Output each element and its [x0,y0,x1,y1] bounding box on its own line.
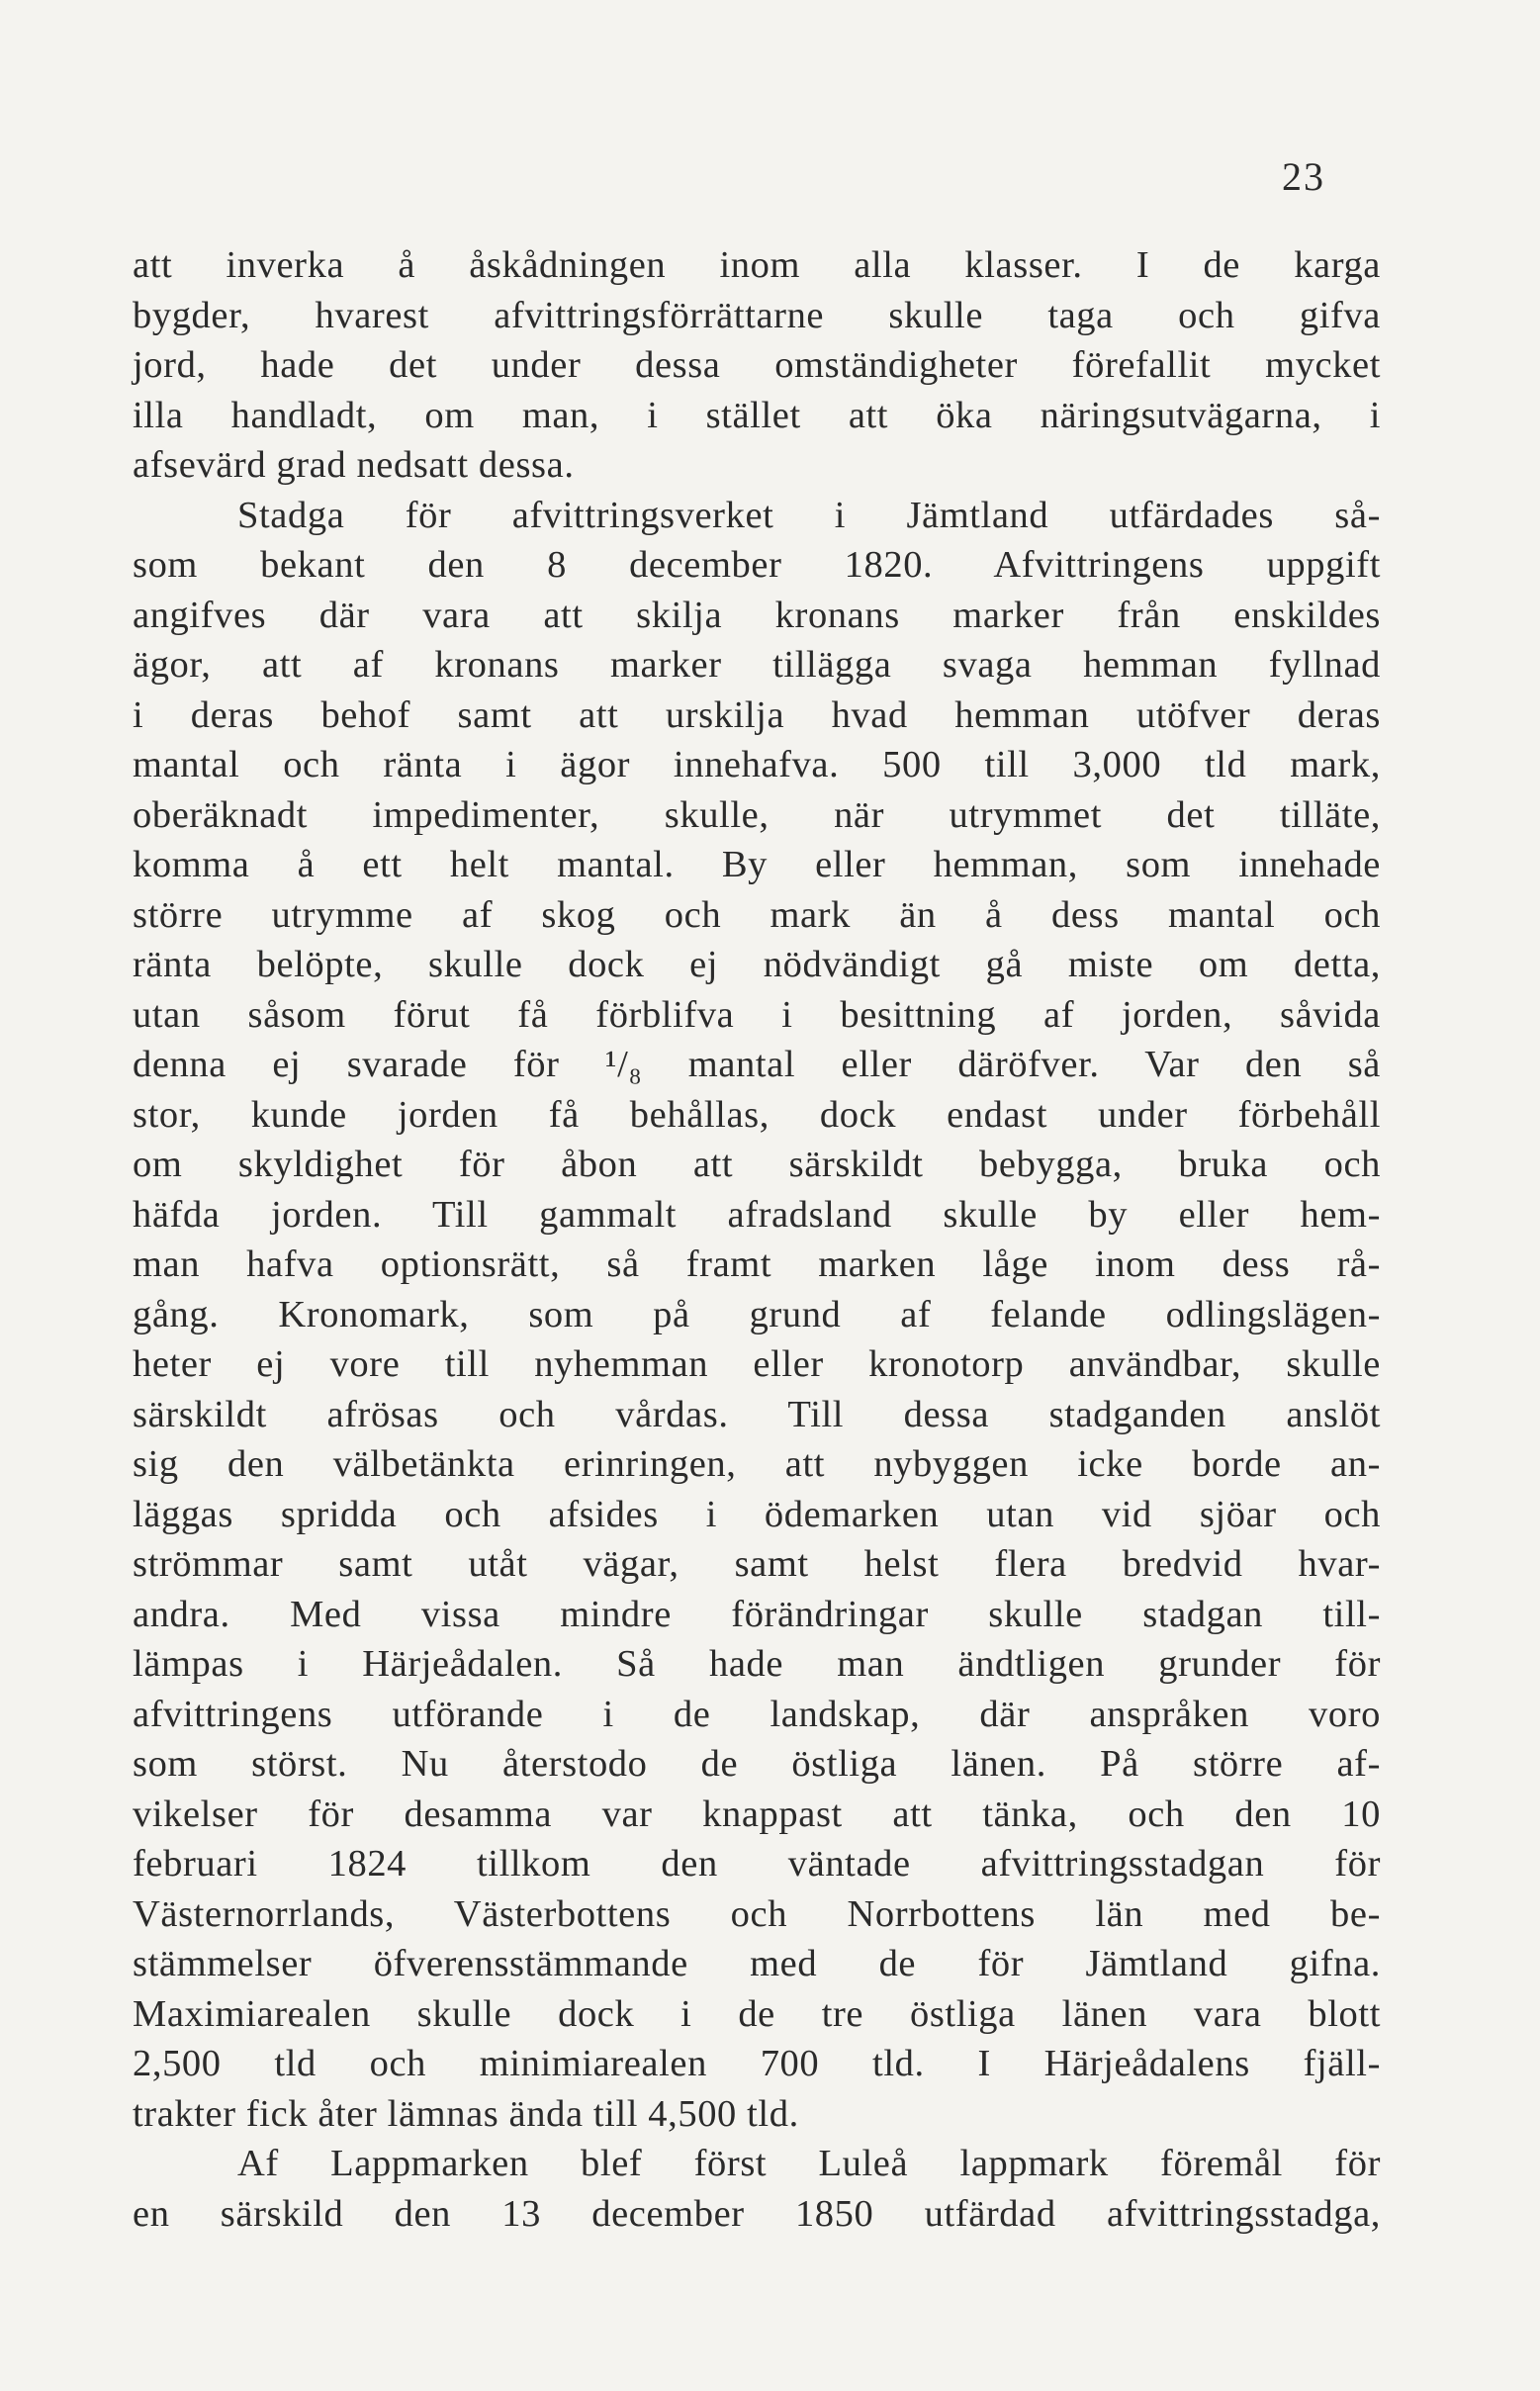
text-line: ägor, att af kronans marker tillägga svaga hemman fyllnad [133,644,1381,686]
text-line: mantal och ränta i ägor innehafva. 500 till 3,000 tld mark, [133,744,1381,785]
text-line: Västernorrlands, Västerbottens och Norrbottens län med be- [133,1892,1381,1935]
text-line: februari 1824 tillkom den väntade afvittringsstadgan för [133,1843,1381,1885]
text-line: Stadga för afvittringsverket i Jämtland utfärdades så- [237,494,1381,536]
text-line: en särskild den 13 december 1850 utfärdad afvittringsstadga, [133,2192,1381,2235]
text-line: om skyldighet för åbon att särskildt bebygga, bruka och [133,1144,1381,1185]
text-line: särskildt afrösas och vårdas. Till dessa stadganden anslöt [133,1393,1381,1435]
text-line: heter ej vore till nyhemman eller kronotorp användbar, skulle [133,1343,1381,1385]
text-line: sig den välbetänkta erinringen, att nybyggen icke borde an- [133,1443,1381,1485]
text-line: utan såsom förut få förblifva i besittning af jorden, såvida [133,993,1381,1036]
text-line: läggas spridda och afsides i ödemarken utan vid sjöar och [133,1493,1381,1535]
text-line: stor, kunde jorden få behållas, dock endast under förbehåll [133,1093,1381,1136]
text-line: jord, hade det under dessa omständigheter förefallit mycket [133,344,1381,386]
text-line: trakter fick åter lämnas ända till 4,500 tld. [133,2092,799,2135]
text-line: angifves där vara att skilja kronans marker från enskildes [133,594,1381,636]
text-line: som störst. Nu återstodo de östliga länen. På större af- [133,1743,1381,1785]
text-line: vikelser för desamma var knappast att tänka, och den 10 [133,1793,1381,1835]
text-line: afsevärd grad nedsatt dessa. [133,444,575,486]
text-line: komma å ett helt mantal. By eller hemman, som innehade [133,844,1381,885]
body-text [133,240,1381,2239]
text-line: gång. Kronomark, som på grund af felande odlingslägen- [133,1293,1381,1335]
text-line: andra. Med vissa mindre förändringar skulle stadgan till- [133,1593,1381,1635]
text-line: bygder, hvarest afvittringsförrättarne skulle taga och gifva [133,294,1381,336]
text-line: att inverka å åskådningen inom alla klasser. I de karga [133,244,1381,286]
text-line: ränta belöpte, skulle dock ej nödvändigt gå miste om detta, [133,944,1381,985]
text-line: denna ej svarade för ¹/₈ mantal eller däröfver. Var den så [133,1044,1381,1085]
text-line: större utrymme af skog och mark än å dess mantal och [133,893,1381,936]
text-line: illa handladt, om man, i stället att öka näringsutvägarna, i [133,394,1381,436]
text-line: Maximiarealen skulle dock i de tre östliga länen vara blott [133,1992,1381,2035]
text-line: häfda jorden. Till gammalt afradsland skulle by eller hem- [133,1193,1381,1236]
text-line: stämmelser öfverensstämmande med de för Jämtland gifna. [133,1943,1381,1984]
text-line: afvittringens utförande i de landskap, där anspråken voro [133,1693,1381,1735]
text-line: som bekant den 8 december 1820. Afvittringens uppgift [133,544,1381,586]
page-number: 23 [1282,154,1325,199]
text-line: 2,500 tld och minimiarealen 700 tld. I Härjeådalens fjäll- [133,2043,1381,2084]
text-line: oberäknadt impedimenter, skulle, när utrymmet det tilläte, [133,793,1381,836]
text-line: strömmar samt utåt vägar, samt helst flera bredvid hvar- [133,1543,1381,1585]
text-line: i deras behof samt att urskilja hvad hemman utöfver deras [133,693,1381,736]
text-line: Af Lappmarken blef först Luleå lappmark föremål för [237,2143,1381,2184]
text-line: man hafva optionsrätt, så framt marken låge inom dess rå- [133,1243,1381,1285]
text-line: lämpas i Härjeådalen. Så hade man ändtligen grunder för [133,1643,1381,1685]
